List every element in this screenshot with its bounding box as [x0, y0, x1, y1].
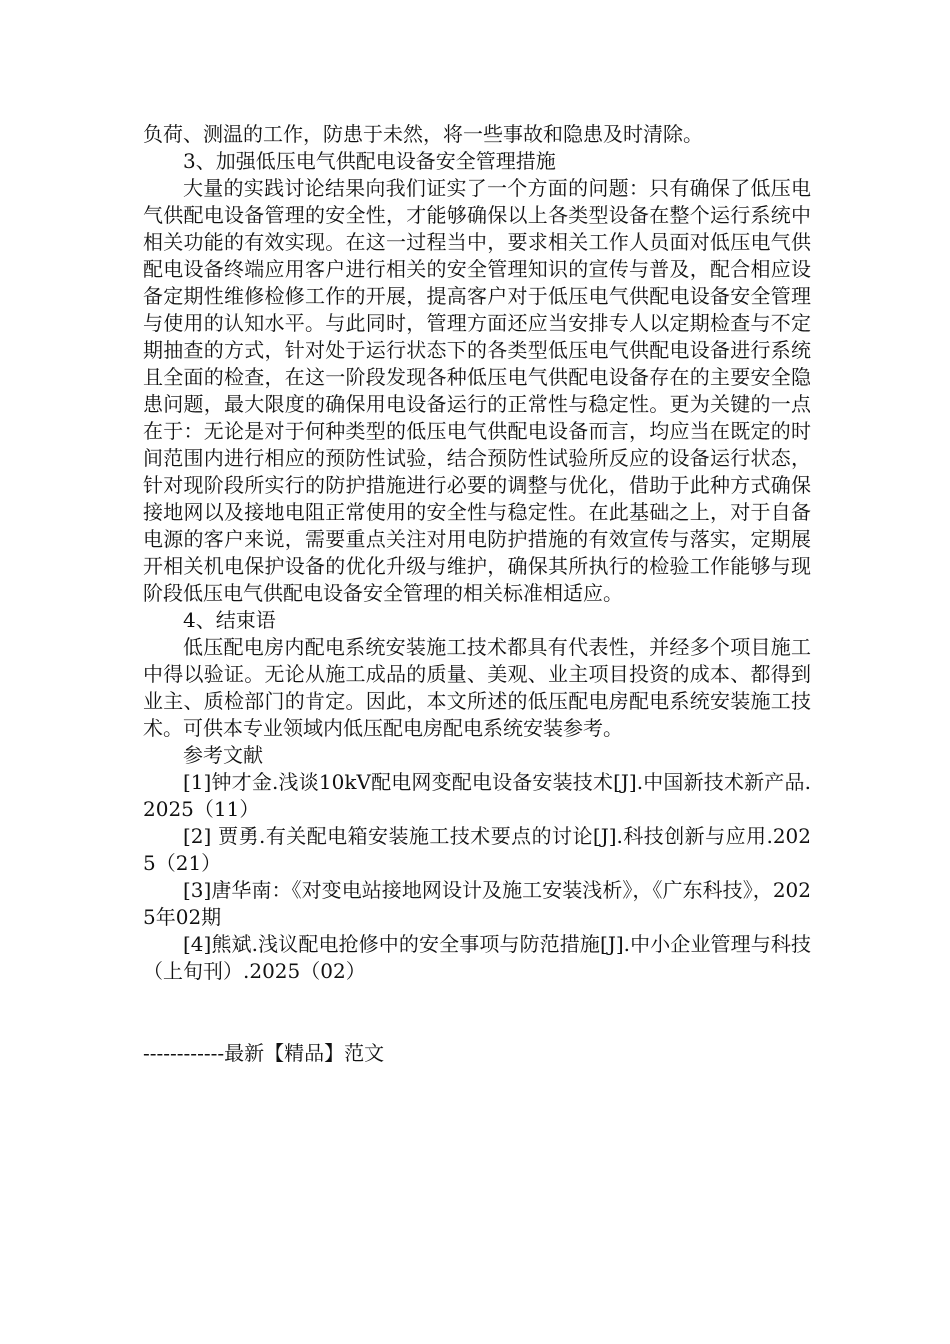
references-heading: 参考文献 — [183, 743, 263, 767]
reference-item: [4]熊斌.浅议配电抢修中的安全事项与防范措施[J].中小企业管理与科技（上旬刊）.2025（02） — [143, 932, 811, 983]
section-3-heading: 3、加强低压电气供配电设备安全管理措施 — [183, 149, 556, 173]
document-body — [143, 121, 811, 985]
footer-text: ------------最新【精品】范文 — [143, 1041, 385, 1065]
reference-item: [2] 贾勇.有关配电箱安装施工技术要点的讨论[J].科技创新与应用.2025（21） — [143, 824, 811, 875]
reference-item: [1]钟才金.浅谈10kV配电网变配电设备安装技术[J].中国新技术新产品.2025（11） — [143, 770, 811, 821]
section-4-heading: 4、结束语 — [183, 608, 276, 632]
section-4-paragraph: 低压配电房内配电系统安装施工技术都具有代表性，并经多个项目施工中得以验证。无论从施工成品的质量、美观、业主项目投资的成本、都得到业主、质检部门的肯定。因此，本文所述的低压配电房配电系统安装施工技术。可供本专业领域内低压配电房配电系统安装参考。 — [143, 635, 811, 740]
intro-tail-paragraph: 负荷、测温的工作，防患于未然，将一些事故和隐患及时清除。 — [143, 122, 703, 146]
section-3-paragraph: 大量的实践讨论结果向我们证实了一个方面的问题：只有确保了低压电气供配电设备管理的安全性，才能够确保以上各类型设备在整个运行系统中相关功能的有效实现。在这一过程当中，要求相关工作人员面对低压电气供配电设备终端应用客户进行相关的安全管理知识的宣传与普及，配合相应设备定期性维修检修工作的开展，提高客户对于低压电气供配电设备安全管理与使用的认知水平。与此同时，管理方面还应当安排专人以定期检查与不定期抽查的方式，针对处于运行状态下的各类型低压电气供配电设备进行系统且全面的检查，在这一阶段发现各种低压电气供配电设备存在的主要安全隐患问题，最大限度的确保用电设备运行的正常性与稳定性。更为关键的一点在于：无论是对于何种类型的低压电气供配电设备而言，均应当在既定的时间范围内进行相应的预防性试验，结合预防性试验所反应的设备运行状态，针对现阶段所实行的防护措施进行必要的调整与优化，借助于此种方式确保接地网以及接地电阻正常使用的安全性与稳定性。在此基础之上，对于自备电源的客户来说，需要重点关注对用电防护措施的有效宣传与落实，定期展开相关机电保护设备的优化升级与维护，确保其所执行的检验工作能够与现阶段低压电气供配电设备安全管理的相关标准相适应。 — [143, 176, 811, 605]
reference-item: [3]唐华南：《对变电站接地网设计及施工安装浅析》，《广东科技》，2025年02期 — [143, 878, 811, 929]
